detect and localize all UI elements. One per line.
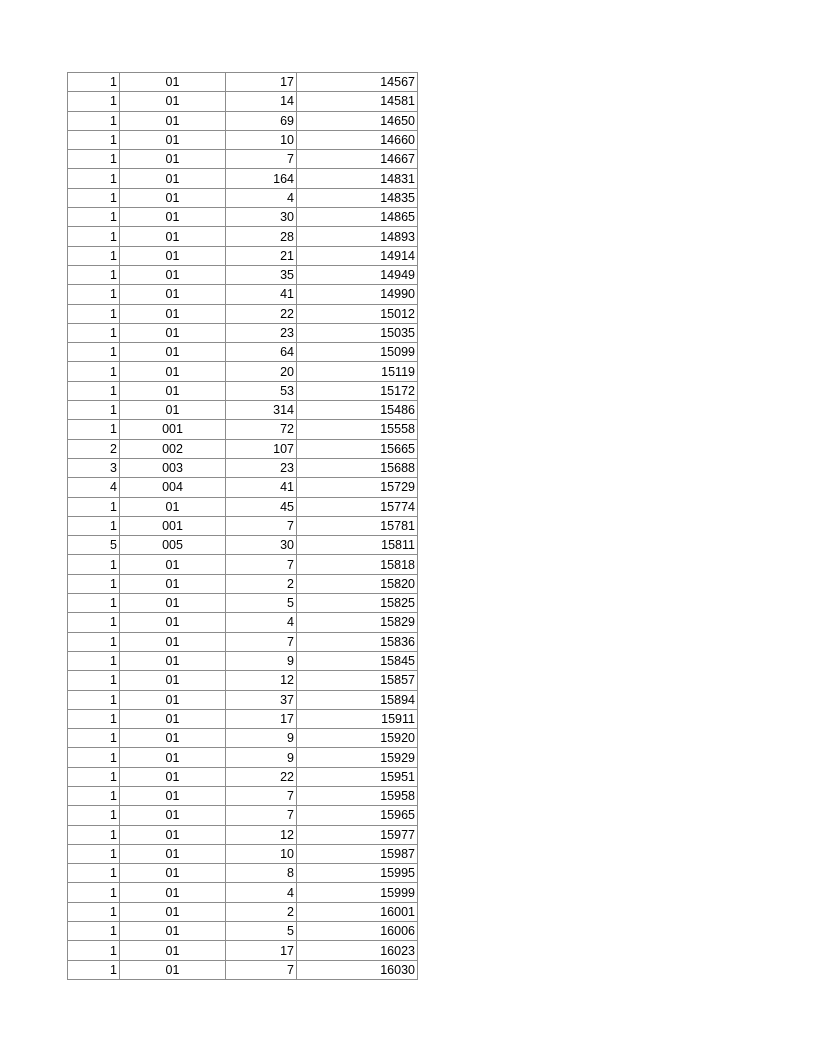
table-row <box>68 651 418 670</box>
col-d-cell[interactable]: 15486 <box>297 401 418 420</box>
col-a-cell[interactable]: 1 <box>68 574 120 593</box>
col-b-cell[interactable]: 01 <box>120 613 226 632</box>
col-b-cell[interactable]: 01 <box>120 169 226 188</box>
col-d-cell[interactable]: 15119 <box>297 362 418 381</box>
col-a-cell[interactable]: 1 <box>68 594 120 613</box>
table-body <box>68 73 418 980</box>
col-a-cell[interactable]: 1 <box>68 806 120 825</box>
col-b-cell[interactable]: 01 <box>120 130 226 149</box>
col-b-cell[interactable]: 01 <box>120 208 226 227</box>
col-c-cell[interactable]: 7 <box>226 632 297 651</box>
data-table <box>67 72 418 980</box>
col-b-cell[interactable]: 01 <box>120 555 226 574</box>
col-c-cell[interactable]: 69 <box>226 111 297 130</box>
col-b-cell[interactable]: 01 <box>120 825 226 844</box>
col-c-cell[interactable]: 17 <box>226 941 297 960</box>
table-row <box>68 130 418 149</box>
col-d-cell[interactable]: 15829 <box>297 613 418 632</box>
table-row <box>68 844 418 863</box>
col-d-cell[interactable]: 14581 <box>297 92 418 111</box>
col-a-cell[interactable]: 1 <box>68 651 120 670</box>
table-row <box>68 960 418 979</box>
table-row <box>68 536 418 555</box>
table-row <box>68 362 418 381</box>
col-a-cell[interactable]: 1 <box>68 844 120 863</box>
col-d-cell[interactable]: 16006 <box>297 922 418 941</box>
col-a-cell[interactable]: 1 <box>68 362 120 381</box>
col-d-cell[interactable]: 16023 <box>297 941 418 960</box>
col-b-cell[interactable]: 01 <box>120 922 226 941</box>
col-d-cell[interactable]: 14914 <box>297 246 418 265</box>
col-c-cell[interactable]: 7 <box>226 960 297 979</box>
col-b-cell[interactable]: 01 <box>120 92 226 111</box>
col-c-cell[interactable]: 23 <box>226 323 297 342</box>
table-row <box>68 709 418 728</box>
col-d-cell[interactable]: 15035 <box>297 323 418 342</box>
col-c-cell[interactable]: 21 <box>226 246 297 265</box>
table-row <box>68 902 418 921</box>
col-a-cell[interactable]: 1 <box>68 285 120 304</box>
col-b-cell[interactable]: 01 <box>120 844 226 863</box>
table-row <box>68 516 418 535</box>
table-row <box>68 150 418 169</box>
col-a-cell[interactable]: 1 <box>68 188 120 207</box>
col-c-cell[interactable]: 17 <box>226 73 297 92</box>
col-c-cell[interactable]: 17 <box>226 709 297 728</box>
col-d-cell[interactable]: 15818 <box>297 555 418 574</box>
col-a-cell[interactable]: 5 <box>68 536 120 555</box>
table-row <box>68 92 418 111</box>
col-d-cell[interactable]: 14567 <box>297 73 418 92</box>
col-d-cell[interactable]: 16001 <box>297 902 418 921</box>
col-c-cell[interactable]: 14 <box>226 92 297 111</box>
col-a-cell[interactable]: 1 <box>68 632 120 651</box>
table-row <box>68 73 418 92</box>
col-b-cell[interactable]: 01 <box>120 323 226 342</box>
table-row <box>68 671 418 690</box>
col-d-cell[interactable]: 14660 <box>297 130 418 149</box>
table-row <box>68 922 418 941</box>
table-row <box>68 304 418 323</box>
table-row <box>68 786 418 805</box>
col-a-cell[interactable]: 1 <box>68 92 120 111</box>
col-d-cell[interactable]: 15929 <box>297 748 418 767</box>
table-row <box>68 690 418 709</box>
col-c-cell[interactable]: 4 <box>226 883 297 902</box>
col-a-cell[interactable]: 1 <box>68 767 120 786</box>
col-a-cell[interactable]: 3 <box>68 458 120 477</box>
col-d-cell[interactable]: 15665 <box>297 439 418 458</box>
table-row <box>68 343 418 362</box>
col-b-cell[interactable]: 01 <box>120 709 226 728</box>
table-row <box>68 439 418 458</box>
col-c-cell[interactable]: 7 <box>226 516 297 535</box>
col-b-cell[interactable]: 001 <box>120 420 226 439</box>
table-row <box>68 594 418 613</box>
col-d-cell[interactable]: 14667 <box>297 150 418 169</box>
col-c-cell[interactable]: 12 <box>226 825 297 844</box>
col-c-cell[interactable]: 35 <box>226 265 297 284</box>
col-c-cell[interactable]: 45 <box>226 497 297 516</box>
col-d-cell[interactable]: 14990 <box>297 285 418 304</box>
table-row <box>68 208 418 227</box>
col-a-cell[interactable]: 1 <box>68 343 120 362</box>
col-c-cell[interactable]: 7 <box>226 806 297 825</box>
col-a-cell[interactable]: 1 <box>68 690 120 709</box>
col-c-cell[interactable]: 107 <box>226 439 297 458</box>
col-d-cell[interactable]: 15995 <box>297 864 418 883</box>
col-b-cell[interactable]: 01 <box>120 73 226 92</box>
table-row <box>68 285 418 304</box>
col-c-cell[interactable]: 41 <box>226 478 297 497</box>
table-row <box>68 458 418 477</box>
col-a-cell[interactable]: 1 <box>68 786 120 805</box>
table-row <box>68 883 418 902</box>
table-row <box>68 632 418 651</box>
col-a-cell[interactable]: 1 <box>68 709 120 728</box>
col-d-cell[interactable]: 14831 <box>297 169 418 188</box>
col-b-cell[interactable]: 002 <box>120 439 226 458</box>
col-d-cell[interactable]: 15951 <box>297 767 418 786</box>
col-c-cell[interactable]: 20 <box>226 362 297 381</box>
table-row <box>68 864 418 883</box>
col-c-cell[interactable]: 9 <box>226 651 297 670</box>
col-b-cell[interactable]: 01 <box>120 304 226 323</box>
col-c-cell[interactable]: 22 <box>226 304 297 323</box>
col-a-cell[interactable]: 1 <box>68 671 120 690</box>
col-a-cell[interactable]: 1 <box>68 401 120 420</box>
col-b-cell[interactable]: 01 <box>120 362 226 381</box>
col-d-cell[interactable]: 14893 <box>297 227 418 246</box>
table-row <box>68 825 418 844</box>
col-b-cell[interactable]: 01 <box>120 285 226 304</box>
col-a-cell[interactable]: 1 <box>68 960 120 979</box>
col-c-cell[interactable]: 7 <box>226 786 297 805</box>
col-d-cell[interactable]: 15894 <box>297 690 418 709</box>
table-row <box>68 574 418 593</box>
col-a-cell[interactable]: 1 <box>68 265 120 284</box>
col-a-cell[interactable]: 1 <box>68 729 120 748</box>
col-d-cell[interactable]: 15688 <box>297 458 418 477</box>
col-b-cell[interactable]: 01 <box>120 574 226 593</box>
table-row <box>68 246 418 265</box>
col-d-cell[interactable]: 15172 <box>297 381 418 400</box>
col-a-cell[interactable]: 1 <box>68 748 120 767</box>
col-b-cell[interactable]: 01 <box>120 111 226 130</box>
col-a-cell[interactable]: 1 <box>68 864 120 883</box>
col-d-cell[interactable]: 14949 <box>297 265 418 284</box>
col-a-cell[interactable]: 1 <box>68 150 120 169</box>
col-b-cell[interactable]: 01 <box>120 883 226 902</box>
table-row <box>68 555 418 574</box>
col-b-cell[interactable]: 001 <box>120 516 226 535</box>
col-c-cell[interactable]: 7 <box>226 150 297 169</box>
col-c-cell[interactable]: 4 <box>226 188 297 207</box>
col-b-cell[interactable]: 004 <box>120 478 226 497</box>
col-d-cell[interactable]: 15012 <box>297 304 418 323</box>
col-d-cell[interactable]: 15987 <box>297 844 418 863</box>
col-b-cell[interactable]: 01 <box>120 227 226 246</box>
col-b-cell[interactable]: 01 <box>120 690 226 709</box>
col-c-cell[interactable]: 2 <box>226 902 297 921</box>
table-row <box>68 401 418 420</box>
col-a-cell[interactable]: 1 <box>68 111 120 130</box>
table-row <box>68 265 418 284</box>
col-a-cell[interactable]: 1 <box>68 922 120 941</box>
table-row <box>68 941 418 960</box>
col-c-cell[interactable]: 41 <box>226 285 297 304</box>
col-b-cell[interactable]: 01 <box>120 864 226 883</box>
col-a-cell[interactable]: 1 <box>68 323 120 342</box>
col-a-cell[interactable]: 1 <box>68 613 120 632</box>
col-b-cell[interactable]: 01 <box>120 246 226 265</box>
table-row <box>68 323 418 342</box>
col-d-cell[interactable]: 15774 <box>297 497 418 516</box>
col-c-cell[interactable]: 314 <box>226 401 297 420</box>
col-d-cell[interactable]: 15836 <box>297 632 418 651</box>
col-d-cell[interactable]: 15781 <box>297 516 418 535</box>
col-c-cell[interactable]: 164 <box>226 169 297 188</box>
col-c-cell[interactable]: 23 <box>226 458 297 477</box>
table-row <box>68 729 418 748</box>
col-c-cell[interactable]: 22 <box>226 767 297 786</box>
col-d-cell[interactable]: 15729 <box>297 478 418 497</box>
col-d-cell[interactable]: 15911 <box>297 709 418 728</box>
col-d-cell[interactable]: 14865 <box>297 208 418 227</box>
table-row <box>68 613 418 632</box>
table-row <box>68 111 418 130</box>
table-row <box>68 806 418 825</box>
col-c-cell[interactable]: 30 <box>226 208 297 227</box>
col-d-cell[interactable]: 15920 <box>297 729 418 748</box>
col-a-cell[interactable]: 1 <box>68 208 120 227</box>
col-a-cell[interactable]: 1 <box>68 497 120 516</box>
col-b-cell[interactable]: 01 <box>120 902 226 921</box>
col-d-cell[interactable]: 15820 <box>297 574 418 593</box>
col-c-cell[interactable]: 4 <box>226 613 297 632</box>
col-d-cell[interactable]: 15811 <box>297 536 418 555</box>
col-b-cell[interactable]: 01 <box>120 960 226 979</box>
col-c-cell[interactable]: 10 <box>226 130 297 149</box>
col-d-cell[interactable]: 16030 <box>297 960 418 979</box>
col-b-cell[interactable]: 01 <box>120 343 226 362</box>
col-a-cell[interactable]: 1 <box>68 883 120 902</box>
col-c-cell[interactable]: 37 <box>226 690 297 709</box>
table-row <box>68 767 418 786</box>
col-d-cell[interactable]: 15977 <box>297 825 418 844</box>
col-a-cell[interactable]: 1 <box>68 516 120 535</box>
col-c-cell[interactable]: 12 <box>226 671 297 690</box>
col-a-cell[interactable]: 1 <box>68 420 120 439</box>
col-d-cell[interactable]: 14835 <box>297 188 418 207</box>
col-c-cell[interactable]: 30 <box>226 536 297 555</box>
col-d-cell[interactable]: 15999 <box>297 883 418 902</box>
col-d-cell[interactable]: 15845 <box>297 651 418 670</box>
col-b-cell[interactable]: 01 <box>120 671 226 690</box>
col-b-cell[interactable]: 003 <box>120 458 226 477</box>
table-row <box>68 188 418 207</box>
col-d-cell[interactable]: 15857 <box>297 671 418 690</box>
table-row <box>68 748 418 767</box>
col-c-cell[interactable]: 8 <box>226 864 297 883</box>
col-b-cell[interactable]: 01 <box>120 767 226 786</box>
col-d-cell[interactable]: 15099 <box>297 343 418 362</box>
col-b-cell[interactable]: 01 <box>120 401 226 420</box>
col-b-cell[interactable]: 01 <box>120 748 226 767</box>
col-b-cell[interactable]: 01 <box>120 729 226 748</box>
col-a-cell[interactable]: 1 <box>68 902 120 921</box>
col-b-cell[interactable]: 01 <box>120 594 226 613</box>
col-d-cell[interactable]: 15825 <box>297 594 418 613</box>
col-c-cell[interactable]: 9 <box>226 729 297 748</box>
col-a-cell[interactable]: 1 <box>68 304 120 323</box>
col-c-cell[interactable]: 7 <box>226 555 297 574</box>
col-d-cell[interactable]: 15965 <box>297 806 418 825</box>
col-b-cell[interactable]: 005 <box>120 536 226 555</box>
col-b-cell[interactable]: 01 <box>120 150 226 169</box>
col-d-cell[interactable]: 15958 <box>297 786 418 805</box>
col-c-cell[interactable]: 53 <box>226 381 297 400</box>
col-b-cell[interactable]: 01 <box>120 265 226 284</box>
table-row <box>68 420 418 439</box>
col-a-cell[interactable]: 1 <box>68 381 120 400</box>
table-row <box>68 497 418 516</box>
col-c-cell[interactable]: 72 <box>226 420 297 439</box>
col-a-cell[interactable]: 1 <box>68 227 120 246</box>
col-b-cell[interactable]: 01 <box>120 188 226 207</box>
col-c-cell[interactable]: 5 <box>226 594 297 613</box>
col-a-cell[interactable]: 2 <box>68 439 120 458</box>
col-c-cell[interactable]: 28 <box>226 227 297 246</box>
col-a-cell[interactable]: 1 <box>68 941 120 960</box>
col-c-cell[interactable]: 2 <box>226 574 297 593</box>
col-d-cell[interactable]: 14650 <box>297 111 418 130</box>
col-b-cell[interactable]: 01 <box>120 806 226 825</box>
col-a-cell[interactable]: 1 <box>68 555 120 574</box>
col-a-cell[interactable]: 1 <box>68 73 120 92</box>
table-row <box>68 169 418 188</box>
col-b-cell[interactable]: 01 <box>120 651 226 670</box>
table-row <box>68 381 418 400</box>
col-b-cell[interactable]: 01 <box>120 381 226 400</box>
col-a-cell[interactable]: 1 <box>68 246 120 265</box>
table-row <box>68 227 418 246</box>
col-b-cell[interactable]: 01 <box>120 786 226 805</box>
table-row <box>68 478 418 497</box>
col-b-cell[interactable]: 01 <box>120 941 226 960</box>
col-c-cell[interactable]: 5 <box>226 922 297 941</box>
col-c-cell[interactable]: 9 <box>226 748 297 767</box>
col-b-cell[interactable]: 01 <box>120 632 226 651</box>
col-c-cell[interactable]: 64 <box>226 343 297 362</box>
col-b-cell[interactable]: 01 <box>120 497 226 516</box>
col-d-cell[interactable]: 15558 <box>297 420 418 439</box>
col-a-cell[interactable]: 1 <box>68 825 120 844</box>
col-a-cell[interactable]: 1 <box>68 130 120 149</box>
col-c-cell[interactable]: 10 <box>226 844 297 863</box>
col-a-cell[interactable]: 4 <box>68 478 120 497</box>
col-a-cell[interactable]: 1 <box>68 169 120 188</box>
